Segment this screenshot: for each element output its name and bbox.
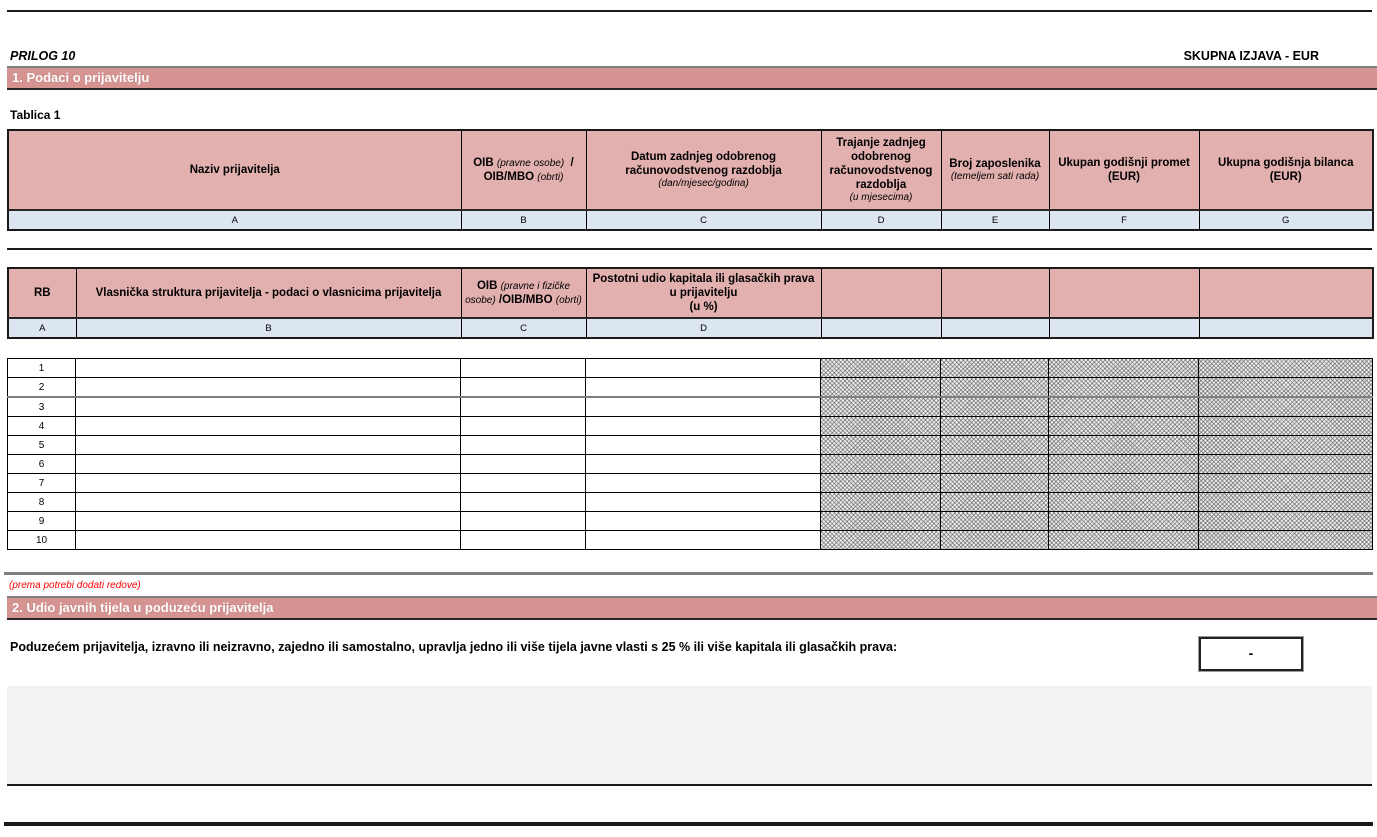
hatched-cell	[941, 493, 1049, 512]
owner-oib-cell[interactable]	[461, 531, 586, 550]
owner-share-cell[interactable]	[586, 455, 821, 474]
hatched-cell	[1199, 436, 1373, 455]
owner-oib-cell[interactable]	[461, 417, 586, 436]
row-number-cell: 2	[8, 378, 76, 398]
hatched-header-cell	[1049, 268, 1199, 318]
hatched-cell	[821, 378, 941, 398]
owner-oib-cell[interactable]	[461, 493, 586, 512]
hatched-cell	[1199, 455, 1373, 474]
owner-row	[8, 378, 1373, 398]
letter-cell: C	[586, 210, 821, 230]
hatched-cell	[1049, 455, 1199, 474]
hatched-letter-cell	[1199, 318, 1373, 338]
owner-oib-cell[interactable]	[461, 359, 586, 378]
hatched-letter-cell	[1049, 318, 1199, 338]
ownership-table-rows	[7, 358, 1373, 550]
owner-row	[8, 359, 1373, 378]
ownership-table-header	[7, 267, 1374, 339]
hatched-cell	[1049, 378, 1199, 398]
owner-name-cell[interactable]	[76, 378, 461, 398]
owner-name-cell[interactable]	[76, 436, 461, 455]
owner-share-cell[interactable]	[586, 378, 821, 398]
row-number-cell: 8	[8, 493, 76, 512]
hatched-cell	[1199, 493, 1373, 512]
hatched-cell	[941, 512, 1049, 531]
letter-cell: D	[586, 318, 821, 338]
hatched-cell	[821, 474, 941, 493]
col-header-struktura: Vlasnička struktura prijavitelja - podaci o vlasnicima prijavitelja	[76, 268, 461, 318]
row-number-cell: 9	[8, 512, 76, 531]
hatched-cell	[941, 436, 1049, 455]
owner-share-cell[interactable]	[586, 359, 821, 378]
explanation-panel[interactable]	[7, 686, 1372, 786]
row-number-cell: 6	[8, 455, 76, 474]
ownership-header-row	[8, 268, 1373, 318]
hatched-cell	[1199, 417, 1373, 436]
hatched-cell	[1049, 493, 1199, 512]
hatched-header-cell	[821, 268, 941, 318]
row-number-cell: 10	[8, 531, 76, 550]
owner-name-cell[interactable]	[76, 455, 461, 474]
col-header-oib: OIB (pravne osobe) / OIB/MBO (obrti)	[461, 130, 586, 210]
row-number-cell: 4	[8, 417, 76, 436]
letter-cell: E	[941, 210, 1049, 230]
owner-row	[8, 493, 1373, 512]
hatched-cell	[821, 359, 941, 378]
hatched-cell	[941, 397, 1049, 417]
owner-row	[8, 512, 1373, 531]
hatched-cell	[1049, 474, 1199, 493]
owner-oib-cell[interactable]	[461, 378, 586, 398]
col-header-naziv: Naziv prijavitelja	[8, 130, 461, 210]
hatched-cell	[1049, 417, 1199, 436]
owner-share-cell[interactable]	[586, 493, 821, 512]
owner-row	[8, 531, 1373, 550]
col-header-trajanje: Trajanje zadnjeg odobrenog računovodstvenog razdoblja (u mjesecima)	[821, 130, 941, 210]
col-header-oib2: OIB (pravne i fizičke osobe) /OIB/MBO (obrti)	[461, 268, 586, 318]
owner-name-cell[interactable]	[76, 531, 461, 550]
ownership-letter-row	[8, 318, 1373, 338]
hatched-letter-cell	[821, 318, 941, 338]
owner-share-cell[interactable]	[586, 397, 821, 417]
hatched-cell	[1049, 436, 1199, 455]
prilog-label: PRILOG 10	[10, 49, 76, 63]
hatched-cell	[821, 397, 941, 417]
letter-cell: A	[8, 210, 461, 230]
form-title-right: SKUPNA IZJAVA - EUR	[1183, 49, 1319, 63]
col-header-bilanca: Ukupna godišnja bilanca (EUR)	[1199, 130, 1373, 210]
owner-share-cell[interactable]	[586, 417, 821, 436]
hatched-cell	[821, 531, 941, 550]
col-header-zaposlenici: Broj zaposlenika (temeljem sati rada)	[941, 130, 1049, 210]
letter-cell: D	[821, 210, 941, 230]
owner-name-cell[interactable]	[76, 512, 461, 531]
letter-cell: B	[76, 318, 461, 338]
owner-name-cell[interactable]	[76, 417, 461, 436]
hatched-cell	[1199, 474, 1373, 493]
owner-name-cell[interactable]	[76, 397, 461, 417]
hatched-cell	[821, 493, 941, 512]
letter-cell: C	[461, 318, 586, 338]
add-rows-note: (prema potrebi dodati redove)	[9, 580, 141, 591]
public-bodies-statement: Poduzećem prijavitelja, izravno ili neizravno, zajedno ili samostalno, upravlja jedno ili više tijela javne vlasti s 25 % ili više kapitala ili glasačkih prava:	[10, 640, 898, 654]
row-number-cell: 5	[8, 436, 76, 455]
col-header-udio: Postotni udio kapitala ili glasačkih prava u prijavitelju (u %)	[586, 268, 821, 318]
hatched-cell	[941, 417, 1049, 436]
bottom-rule	[4, 822, 1373, 826]
hatched-header-cell	[1199, 268, 1373, 318]
hatched-cell	[941, 474, 1049, 493]
owner-row	[8, 474, 1373, 493]
hatched-cell	[1049, 512, 1199, 531]
hatched-cell	[1049, 397, 1199, 417]
section-divider-rule	[4, 572, 1373, 575]
top-rule	[7, 10, 1372, 12]
owner-name-cell[interactable]	[76, 493, 461, 512]
owner-oib-cell[interactable]	[461, 397, 586, 417]
owner-share-cell[interactable]	[586, 512, 821, 531]
owner-row	[8, 417, 1373, 436]
applicant-table-header-row	[8, 130, 1373, 210]
owner-oib-cell[interactable]	[461, 436, 586, 455]
owner-oib-cell[interactable]	[461, 474, 586, 493]
hatched-cell	[1199, 397, 1373, 417]
owner-row	[8, 436, 1373, 455]
owner-share-cell[interactable]	[586, 436, 821, 455]
col-header-rb: RB	[8, 268, 76, 318]
owner-name-cell[interactable]	[76, 359, 461, 378]
owner-share-cell[interactable]	[586, 474, 821, 493]
hatched-cell	[1049, 531, 1199, 550]
hatched-cell	[1199, 359, 1373, 378]
owner-row	[8, 397, 1373, 417]
hatched-cell	[1049, 359, 1199, 378]
row-number-cell: 3	[8, 397, 76, 417]
owner-row	[8, 455, 1373, 474]
hatched-cell	[821, 455, 941, 474]
letter-cell: G	[1199, 210, 1373, 230]
table1-label: Tablica 1	[10, 108, 61, 122]
letter-cell: A	[8, 318, 76, 338]
owner-oib-cell[interactable]	[461, 455, 586, 474]
applicant-table	[7, 129, 1374, 231]
owner-name-cell[interactable]	[76, 474, 461, 493]
hatched-cell	[1199, 531, 1373, 550]
letter-cell: B	[461, 210, 586, 230]
row-number-cell: 1	[8, 359, 76, 378]
hatched-cell	[941, 378, 1049, 398]
col-header-promet: Ukupan godišnji promet (EUR)	[1049, 130, 1199, 210]
letter-cell: F	[1049, 210, 1199, 230]
col-header-datum: Datum zadnjeg odobrenog računovodstvenog razdoblja (dan/mjesec/godina)	[586, 130, 821, 210]
hatched-cell	[821, 417, 941, 436]
section1-banner: 1. Podaci o prijavitelju	[7, 66, 1377, 90]
hatched-cell	[821, 436, 941, 455]
section2-banner: 2. Udio javnih tijela u poduzeću prijavitelja	[7, 596, 1377, 620]
hatched-cell	[1199, 378, 1373, 398]
hatched-cell	[941, 531, 1049, 550]
hatched-cell	[941, 455, 1049, 474]
owner-oib-cell[interactable]	[461, 512, 586, 531]
public-bodies-answer-cell[interactable]: -	[1199, 637, 1303, 671]
row-number-cell: 7	[8, 474, 76, 493]
hatched-letter-cell	[941, 318, 1049, 338]
hatched-cell	[1199, 512, 1373, 531]
hatched-cell	[821, 512, 941, 531]
owner-share-cell[interactable]	[586, 531, 821, 550]
hatched-header-cell	[941, 268, 1049, 318]
hatched-cell	[941, 359, 1049, 378]
applicant-table-letter-row	[8, 210, 1373, 230]
applicant-entry-row[interactable]	[7, 233, 1372, 250]
